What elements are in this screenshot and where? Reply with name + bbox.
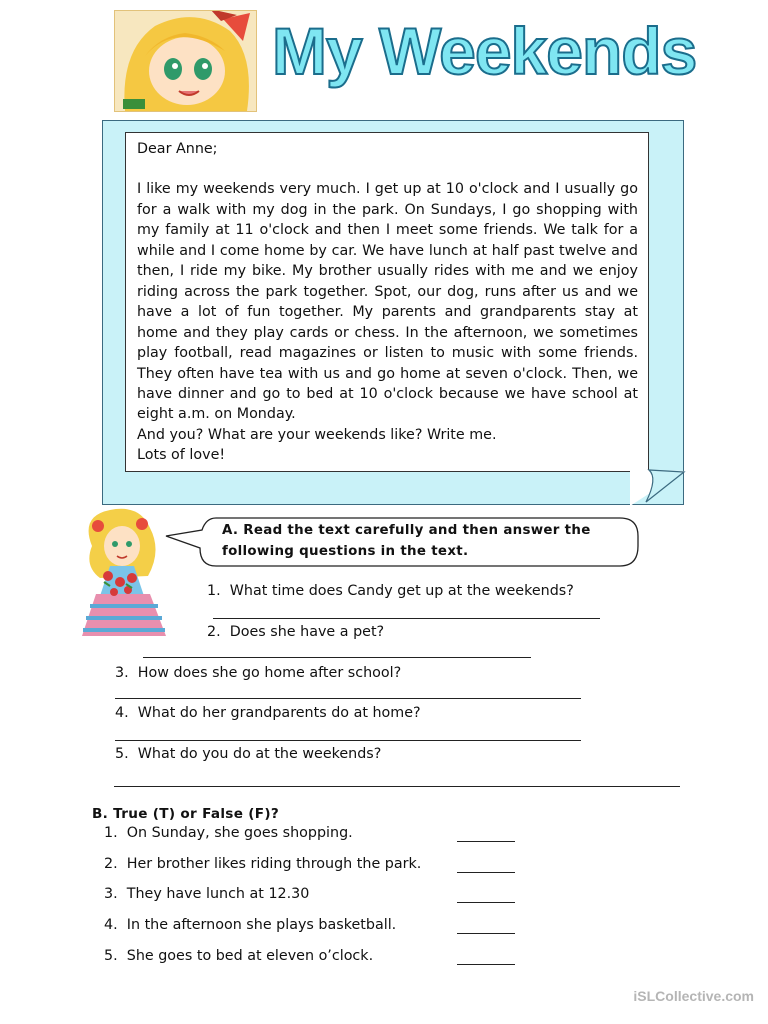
answer-line-3[interactable] xyxy=(115,698,581,699)
tf-blank-4[interactable] xyxy=(457,933,515,934)
question-5: 5. What do you do at the weekends? xyxy=(115,746,382,762)
tf-blank-2[interactable] xyxy=(457,872,515,873)
question-1: 1. What time does Candy get up at the weekends? xyxy=(207,583,574,599)
watermark: iSLCollective.com xyxy=(633,988,754,1004)
letter-signoff: Lots of love! xyxy=(137,447,226,464)
candy-full-figure-image xyxy=(70,506,174,638)
answer-line-1[interactable] xyxy=(213,618,600,619)
answer-line-4[interactable] xyxy=(115,740,581,741)
question-4: 4. What do her grandparents do at home? xyxy=(115,705,421,721)
letter-text-box xyxy=(125,132,649,472)
page-curl-icon xyxy=(628,468,688,508)
letter-body: I like my weekends very much. I get up at 10 o'clock and I usually go for a walk with my dog in the park. On Sundays, I go shopping with my family at 11 o'clock and then I meet some friends. We talk for a while and I come home by car. We have lunch at half past twelve and then, I ride my bike. My brother usually rides with me and we enjoy riding across the park together. Spot, our dog, runs after us and we have a lot of fun together. My parents and grandparents stay at home and they play cards or chess. In the afternoon, we sometimes play football, read magazines or listen to music with some friends. They often have tea with us and go home at seven o'clock. Then, we have dinner and go to bed at 10 o'clock because we have school at eight a.m. on Monday. xyxy=(137,181,638,423)
page-title: My Weekends xyxy=(272,14,697,88)
answer-line-2[interactable] xyxy=(143,657,531,658)
letter-greeting: Dear Anne; xyxy=(137,141,218,157)
question-2: 2. Does she have a pet? xyxy=(207,624,385,640)
statement-2: 2. Her brother likes riding through the park. xyxy=(104,856,422,872)
statement-3: 3. They have lunch at 12.30 xyxy=(104,886,310,902)
section-a-instruction: A. Read the text carefully and then answer the following questions in the text. xyxy=(222,523,591,559)
tf-blank-5[interactable] xyxy=(457,964,515,965)
statement-1: 1. On Sunday, she goes shopping. xyxy=(104,825,353,841)
section-b-title: B. True (T) or False (F)? xyxy=(92,806,280,822)
tf-blank-3[interactable] xyxy=(457,902,515,903)
statement-4: 4. In the afternoon she plays basketball. xyxy=(104,917,397,933)
answer-line-5[interactable] xyxy=(114,786,680,787)
letter-closing-question: And you? What are your weekends like? Write me. xyxy=(137,426,497,443)
question-3: 3. How does she go home after school? xyxy=(115,665,402,681)
candy-portrait-image xyxy=(114,10,257,112)
statement-5: 5. She goes to bed at eleven o’clock. xyxy=(104,948,374,964)
tf-blank-1[interactable] xyxy=(457,841,515,842)
